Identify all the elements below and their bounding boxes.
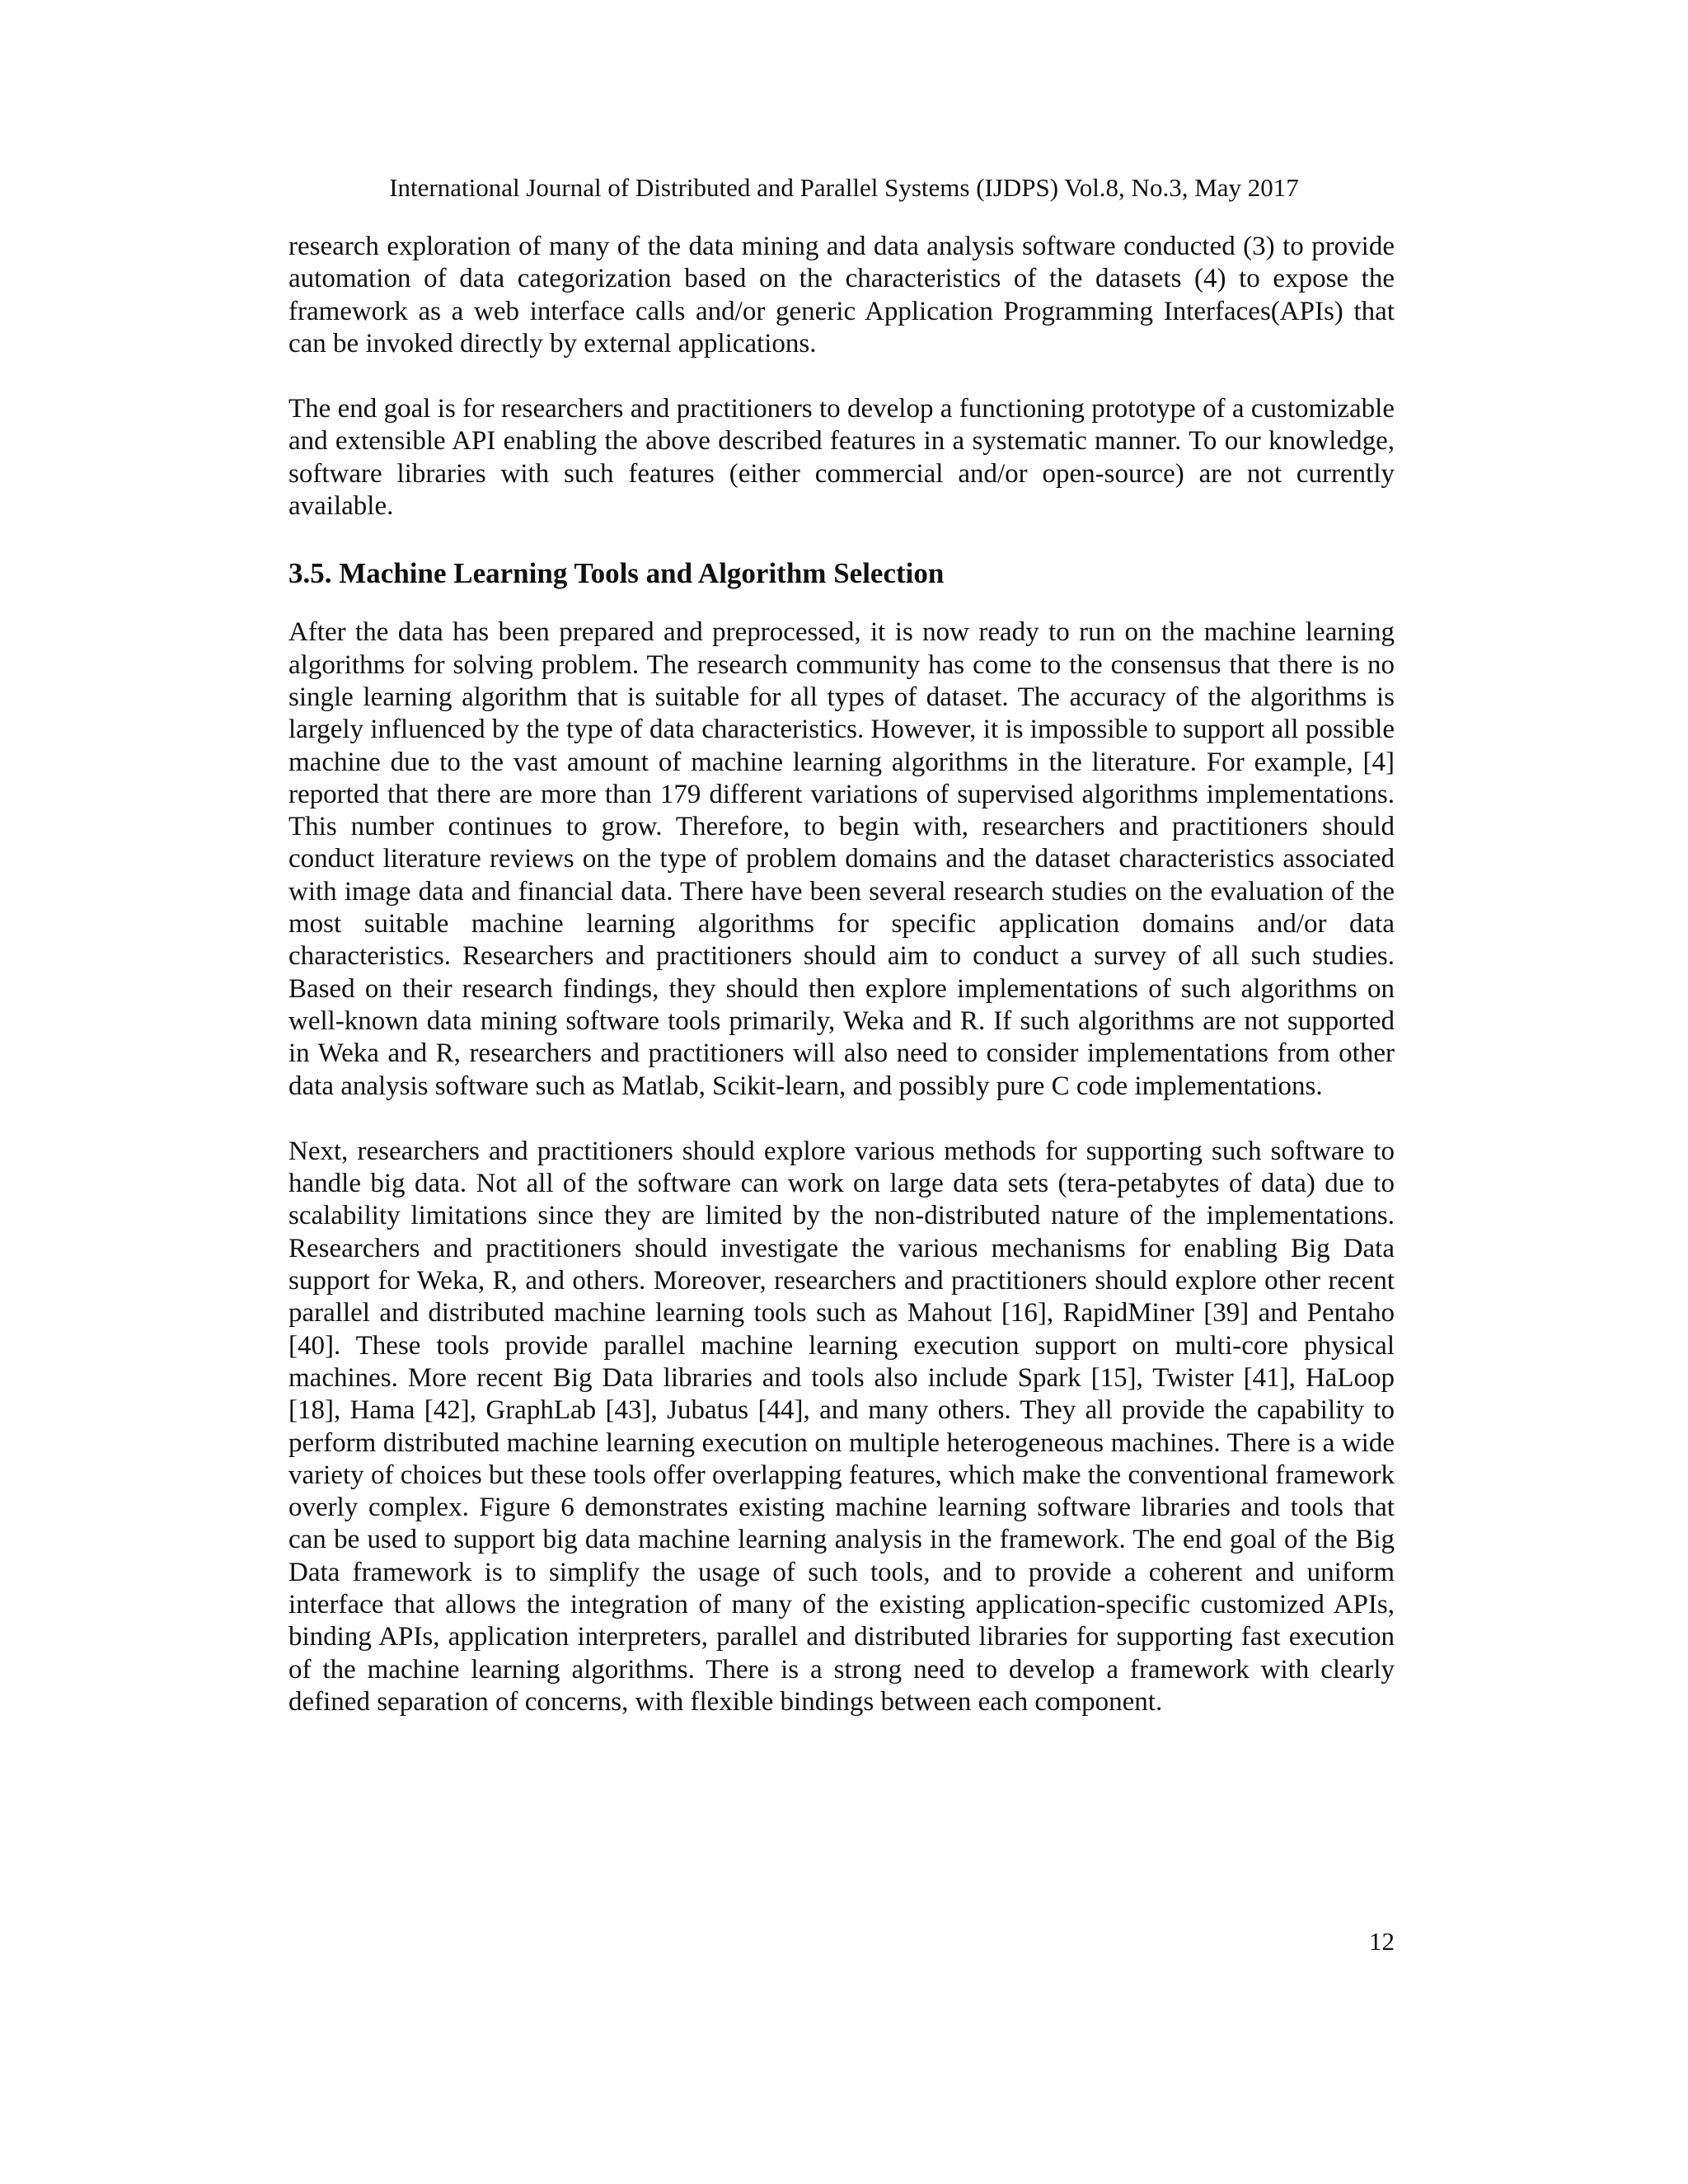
running-header: International Journal of Distributed and Parallel Systems (IJDPS) Vol.8, No.3, May 2017 <box>389 173 1299 202</box>
paragraph-continuation: research exploration of many of the data mining and data analysis software conducted (3) to provide automation of data categorization based on the characteristics of the datasets (4) to expose the framework as a web interface calls and/or generic Application Programming Interfaces(APIs) that can be invoked directly by external applications. <box>288 232 1395 359</box>
paragraph-big-data-tools: Next, researchers and practitioners should explore various methods for supporting such software to handle big data. Not all of the software can work on large data sets (tera-petabytes of data) due to scalability limitations since they are limited by the non-distributed nature of the implementations. Researchers and practitioners should investigate the various mechanisms for enabling Big Data support for Weka, R, and others. Moreover, researchers and practitioners should explore other recent parallel and distributed machine learning tools such as Mahout [16], RapidMiner [39] and Pentaho [40]. These tools provide parallel machine learning execution support on multi-core physical machines. More recent Big Data libraries and tools also include Spark [15], Twister [41], HaLoop [18], Hama [42], GraphLab [43], Jubatus [44], and many others. They all provide the capability to perform distributed machine learning execution on multiple heterogeneous machines. There is a wide variety of choices but these tools offer overlapping features, which make the conventional framework overly complex. Figure 6 demonstrates existing machine learning software libraries and tools that can be used to support big data machine learning analysis in the framework. The end goal of the Big Data framework is to simplify the usage of such tools, and to provide a coherent and uniform interface that allows the integration of many of the existing application-specific customized APIs, binding APIs, application interpreters, parallel and distributed libraries for supporting fast execution of the machine learning algorithms. There is a strong need to develop a framework with clearly defined separation of concerns, with flexible bindings between each component. <box>288 1136 1395 1717</box>
section-heading: 3.5. Machine Learning Tools and Algorithm Selection <box>288 557 945 590</box>
paragraph-algorithm-selection: After the data has been prepared and preprocessed, it is now ready to run on the machine learning algorithms for solving problem. The research community has come to the consensus that there is no single learning algorithm that is suitable for all types of dataset. The accuracy of the algorithms is largely influenced by the type of data characteristics. However, it is impossible to support all possible machine due to the vast amount of machine learning algorithms in the literature. For example, [4] reported that there are more than 179 different variations of supervised algorithms implementations. This number continues to grow. Therefore, to begin with, researchers and practitioners should conduct literature reviews on the type of problem domains and the dataset characteristics associated with image data and financial data. There have been several research studies on the evaluation of the most suitable machine learning algorithms for specific application domains and/or data characteristics. Researchers and practitioners should aim to conduct a survey of all such studies. Based on their research findings, they should then explore implementations of such algorithms on well-known data mining software tools primarily, Weka and R. If such algorithms are not supported in Weka and R, researchers and practitioners will also need to consider implementations from other data analysis software such as Matlab, Scikit-learn, and possibly pure C code implementations. <box>288 617 1395 1101</box>
page-number: 12 <box>1369 1927 1395 1956</box>
paragraph-end-goal: The end goal is for researchers and practitioners to develop a functioning prototype of a customizable and extensible API enabling the above described features in a systematic manner. To our knowledge, software libraries with such features (either commercial and/or open-source) are not currently available. <box>288 394 1395 522</box>
body-text <box>288 231 1395 1751</box>
